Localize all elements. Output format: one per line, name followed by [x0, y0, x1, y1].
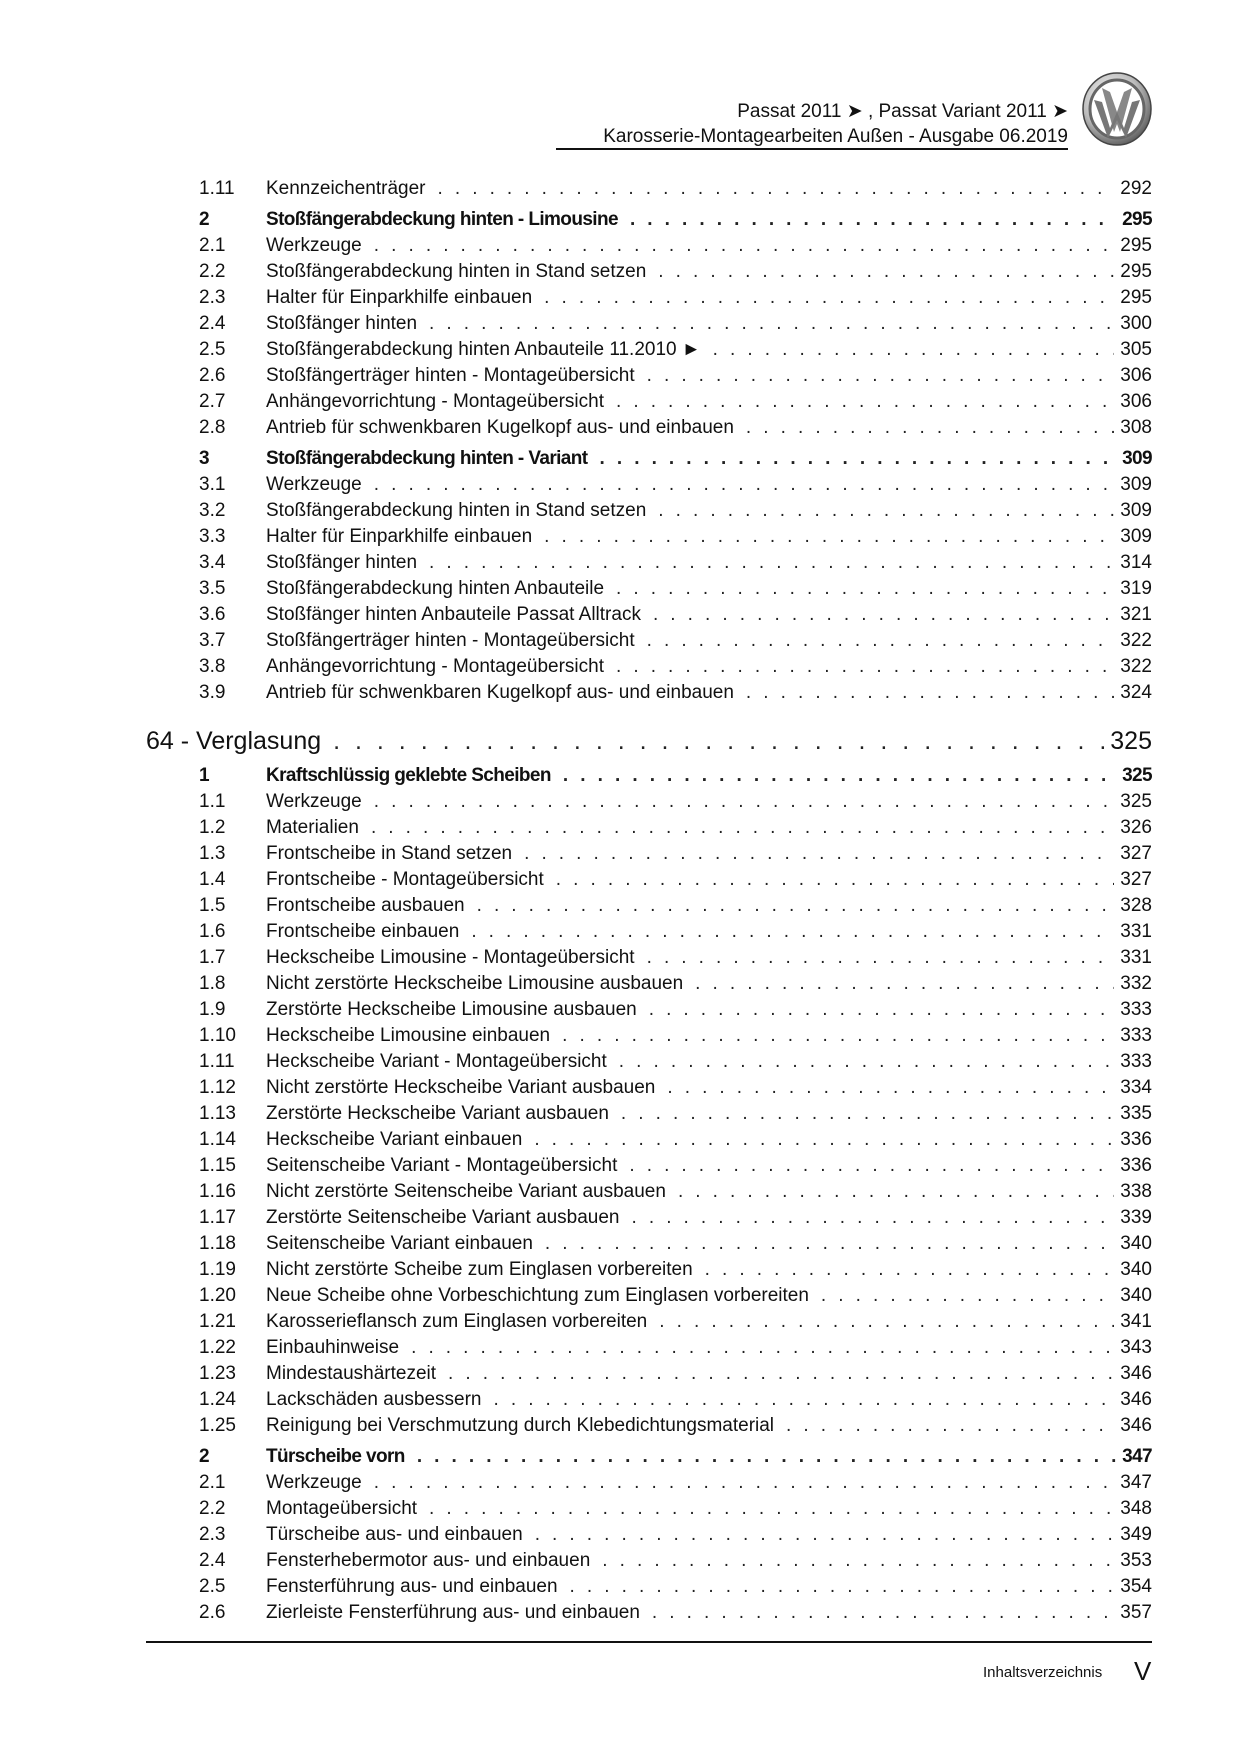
toc-entry[interactable] — [146, 1153, 1152, 1179]
dot-leader — [556, 867, 1115, 893]
dot-leader — [658, 498, 1114, 524]
toc-entry-number: 1.19 — [199, 1259, 236, 1280]
dot-leader — [619, 1049, 1115, 1075]
toc-entry[interactable] — [146, 1231, 1152, 1257]
toc-entry[interactable] — [146, 997, 1152, 1023]
toc-entry-title: Nicht zerstörte Scheibe zum Einglasen vorbereiten — [266, 1259, 693, 1280]
dot-leader — [333, 724, 1104, 758]
toc-entry[interactable] — [146, 1075, 1152, 1101]
toc-entry-number: 1 — [199, 765, 209, 786]
toc-entry-number: 1.7 — [199, 947, 226, 968]
toc-entry-page: 322 — [1120, 656, 1152, 677]
toc-entry-title: Werkzeuge — [266, 791, 362, 812]
toc-entry-number: 1.15 — [199, 1155, 236, 1176]
toc-entry[interactable] — [146, 233, 1152, 259]
toc-entry[interactable] — [146, 1496, 1152, 1522]
toc-entry[interactable] — [146, 680, 1152, 706]
toc-entry[interactable] — [146, 1470, 1152, 1496]
toc-entry[interactable] — [146, 285, 1152, 311]
toc-entry-number: 1.11 — [199, 1051, 235, 1072]
dot-leader — [534, 1127, 1114, 1153]
toc-entry-number: 3.1 — [199, 474, 226, 495]
toc-entry-page: 334 — [1120, 1077, 1152, 1098]
dot-leader — [429, 550, 1114, 576]
toc-entry-title: Nicht zerstörte Heckscheibe Limousine ausbauen — [266, 973, 684, 994]
toc-entry-number: 3.5 — [199, 578, 226, 599]
toc-entry-number: 1.21 — [199, 1311, 236, 1332]
toc-entry[interactable] — [146, 472, 1152, 498]
dot-leader — [647, 945, 1115, 971]
toc-entry-page: 354 — [1120, 1576, 1152, 1597]
toc-entry-title: Neue Scheibe ohne Vorbeschichtung zum Einglasen vorbereiten — [266, 1285, 809, 1306]
toc-entry-page: 346 — [1120, 1415, 1152, 1436]
toc-entry-number: 2.2 — [199, 261, 226, 282]
dot-leader — [659, 1309, 1114, 1335]
dot-leader — [429, 1496, 1114, 1522]
toc-entry-title: Frontscheibe in Stand setzen — [266, 843, 513, 864]
toc-entry-page: 331 — [1120, 921, 1152, 942]
toc-entry[interactable] — [146, 789, 1152, 815]
toc-entry[interactable] — [146, 919, 1152, 945]
dot-leader — [616, 654, 1114, 680]
toc-entry-number: 2.6 — [199, 365, 226, 386]
toc-entry-title: Fensterhebermotor aus- und einbauen — [266, 1550, 591, 1571]
header-vehicle-line: Passat 2011 ➤ , Passat Variant 2011 ➤ — [737, 101, 1068, 122]
toc-entry-page: 309 — [1120, 474, 1152, 495]
toc-entry[interactable] — [146, 1548, 1152, 1574]
toc-entry-page: 321 — [1120, 604, 1152, 625]
toc-entry[interactable] — [146, 1387, 1152, 1413]
toc-entry[interactable] — [146, 654, 1152, 680]
toc-entry[interactable] — [146, 1574, 1152, 1600]
toc-entry-page: 340 — [1120, 1233, 1152, 1254]
toc-entry[interactable] — [146, 1049, 1152, 1075]
toc-entry-page: 322 — [1120, 630, 1152, 651]
header-divider — [556, 148, 1068, 150]
toc-section[interactable] — [146, 446, 1152, 472]
toc-entry-title: Mindestaushärtezeit — [266, 1363, 437, 1384]
toc-entry-page: 309 — [1120, 500, 1152, 521]
toc-entry-number: 2.5 — [199, 1576, 226, 1597]
toc-entry-page: 295 — [1120, 235, 1152, 256]
toc-entry-title: Stoßfänger hinten Anbauteile Passat Alltrack — [266, 604, 641, 625]
dot-leader — [630, 207, 1116, 233]
toc-entry-number: 2.4 — [199, 1550, 226, 1571]
toc-entry-number: 1.17 — [199, 1207, 236, 1228]
toc-entry-number: 2.3 — [199, 287, 226, 308]
toc-entry-page: 338 — [1120, 1181, 1152, 1202]
toc-entry-number: 2.7 — [199, 391, 226, 412]
toc-entry-page: 326 — [1120, 817, 1152, 838]
dot-leader — [417, 1444, 1116, 1470]
toc-entry[interactable] — [146, 576, 1152, 602]
toc-entry-number: 1.18 — [199, 1233, 236, 1254]
toc-entry-page: 305 — [1120, 339, 1152, 360]
toc-entry[interactable] — [146, 1522, 1152, 1548]
dot-leader — [477, 893, 1115, 919]
toc-entry-page: 314 — [1120, 552, 1152, 573]
dot-leader — [695, 971, 1114, 997]
toc-entry-number: 3.9 — [199, 682, 226, 703]
toc-entry-page: 347 — [1120, 1472, 1152, 1493]
dot-leader — [545, 1231, 1114, 1257]
toc-entry-number: 1.6 — [199, 921, 226, 942]
toc-entry-number: 3.4 — [199, 552, 226, 573]
toc-section[interactable] — [146, 763, 1152, 789]
toc-entry[interactable] — [146, 1205, 1152, 1231]
toc-entry-number: 1.3 — [199, 843, 226, 864]
dot-leader — [524, 841, 1114, 867]
toc-entry[interactable] — [146, 815, 1152, 841]
toc-entry-title: Einbauhinweise — [266, 1337, 400, 1358]
toc-entry-page: 332 — [1120, 973, 1152, 994]
toc-entry-page: 309 — [1122, 448, 1152, 469]
toc-entry-title: Seitenscheibe Variant - Montageübersicht — [266, 1155, 618, 1176]
toc-entry-title: Stoßfänger hinten — [266, 313, 418, 334]
toc-entry-number: 3 — [199, 448, 209, 469]
toc-entry-number: 1.20 — [199, 1285, 236, 1306]
toc-entry-title: Heckscheibe Limousine einbauen — [266, 1025, 551, 1046]
toc-section[interactable] — [146, 207, 1152, 233]
toc-entry-title: Frontscheibe ausbauen — [266, 895, 465, 916]
dot-leader — [544, 524, 1114, 550]
toc-entry[interactable] — [146, 550, 1152, 576]
footer-page-number: V — [1134, 1656, 1152, 1686]
toc-entry[interactable] — [146, 945, 1152, 971]
toc-entry-number: 1.22 — [199, 1337, 236, 1358]
dot-leader — [544, 285, 1114, 311]
toc-entry-page: 292 — [1120, 178, 1152, 199]
toc-entry[interactable] — [146, 1179, 1152, 1205]
toc-entry[interactable] — [146, 602, 1152, 628]
toc-entry-title: Zerstörte Seitenscheibe Variant ausbauen — [266, 1207, 620, 1228]
toc-entry-page: 336 — [1120, 1155, 1152, 1176]
toc-entry-title: Stoßfängerabdeckung hinten in Stand setzen — [266, 500, 647, 521]
toc-entry-title: 64 - Verglasung — [146, 727, 322, 755]
toc-entry-title: Frontscheibe - Montageübersicht — [266, 869, 544, 890]
toc-entry[interactable] — [146, 415, 1152, 441]
toc-entry-title: Türscheibe aus- und einbauen — [266, 1524, 523, 1545]
toc-entry-page: 348 — [1120, 1498, 1152, 1519]
toc-entry-title: Reinigung bei Verschmutzung durch Klebedichtungsmaterial — [266, 1415, 775, 1436]
toc-entry-page: 309 — [1120, 526, 1152, 547]
toc-entry[interactable] — [146, 867, 1152, 893]
toc-entry-title: Karosserieflansch zum Einglasen vorbereiten — [266, 1311, 648, 1332]
dot-leader — [371, 815, 1114, 841]
toc-entry-page: 319 — [1120, 578, 1152, 599]
toc-entry-page: 324 — [1120, 682, 1152, 703]
toc-entry-title: Kennzeichenträger — [266, 178, 426, 199]
toc-entry-page: 306 — [1120, 365, 1152, 386]
toc-entry[interactable] — [146, 1335, 1152, 1361]
toc-entry-page: 327 — [1120, 843, 1152, 864]
toc-entry-page: 333 — [1120, 1025, 1152, 1046]
toc-entry-page: 346 — [1120, 1363, 1152, 1384]
toc-entry-title: Heckscheibe Variant einbauen — [266, 1129, 523, 1150]
toc-entry[interactable] — [146, 498, 1152, 524]
toc-entry[interactable] — [146, 259, 1152, 285]
dot-leader — [713, 337, 1115, 363]
toc-entry[interactable] — [146, 1413, 1152, 1439]
toc-entry-number: 3.8 — [199, 656, 226, 677]
toc-entry-title: Halter für Einparkhilfe einbauen — [266, 526, 533, 547]
toc-entry-title: Materialien — [266, 817, 359, 838]
toc-entry-page: 346 — [1120, 1389, 1152, 1410]
toc-entry-page: 325 — [1110, 727, 1152, 755]
toc-entry-number: 1.25 — [199, 1415, 236, 1436]
toc-entry-page: 341 — [1120, 1311, 1152, 1332]
toc-entry-page: 300 — [1120, 313, 1152, 334]
toc-entry-title: Werkzeuge — [266, 235, 362, 256]
toc-entry-title: Werkzeuge — [266, 474, 362, 495]
toc-entry-number: 2.1 — [199, 1472, 226, 1493]
toc-entry-number: 1.1 — [199, 791, 226, 812]
toc-entry-title: Montageübersicht — [266, 1498, 418, 1519]
toc-entry-page: 340 — [1120, 1259, 1152, 1280]
toc-entry-page: 336 — [1120, 1129, 1152, 1150]
toc-entry-number: 1.16 — [199, 1181, 236, 1202]
toc-entry-title: Nicht zerstörte Heckscheibe Variant ausbauen — [266, 1077, 656, 1098]
dot-leader — [647, 628, 1115, 654]
dot-leader — [570, 1574, 1115, 1600]
dot-leader — [471, 919, 1114, 945]
toc-entry-page: 357 — [1120, 1602, 1152, 1623]
toc-entry-title: Zerstörte Heckscheibe Limousine ausbauen — [266, 999, 637, 1020]
dot-leader — [448, 1361, 1114, 1387]
toc-entry-page: 347 — [1122, 1446, 1152, 1467]
toc-entry-title: Stoßfängerabdeckung hinten - Limousine — [266, 209, 618, 230]
dot-leader — [438, 176, 1115, 202]
toc-entry[interactable] — [146, 1101, 1152, 1127]
dot-leader — [746, 415, 1114, 441]
toc-entry-number: 2.5 — [199, 339, 226, 360]
toc-entry-page: 333 — [1120, 999, 1152, 1020]
toc-entry-title: Zierleiste Fensterführung aus- und einbauen — [266, 1602, 640, 1623]
toc-entry-number: 1.11 — [199, 178, 235, 199]
toc-entry-title: Stoßfängerträger hinten - Montageübersicht — [266, 630, 635, 651]
toc-entry-title: Stoßfängerträger hinten - Montageübersicht — [266, 365, 635, 386]
toc-entry-number: 3.7 — [199, 630, 226, 651]
dot-leader — [563, 763, 1116, 789]
toc-entry-number: 2.1 — [199, 235, 226, 256]
toc-entry-number: 2 — [199, 209, 209, 230]
footer-label: Inhaltsverzeichnis — [983, 1664, 1103, 1681]
toc-entry-number: 2.6 — [199, 1602, 226, 1623]
dot-leader — [652, 1600, 1114, 1626]
toc-entry-number: 1.9 — [199, 999, 226, 1020]
toc-entry-page: 327 — [1120, 869, 1152, 890]
toc-entry-page: 333 — [1120, 1051, 1152, 1072]
dot-leader — [374, 233, 1115, 259]
toc-entry-number: 1.14 — [199, 1129, 236, 1150]
toc-entry-number: 1.10 — [199, 1025, 236, 1046]
dot-leader — [616, 389, 1114, 415]
toc-entry-page: 325 — [1120, 791, 1152, 812]
toc-entry[interactable] — [146, 1127, 1152, 1153]
toc-entry-page: 353 — [1120, 1550, 1152, 1571]
toc-entry[interactable] — [146, 1309, 1152, 1335]
toc-entry[interactable] — [146, 311, 1152, 337]
toc-entry-page: 325 — [1122, 765, 1152, 786]
footer-divider — [146, 1641, 1152, 1643]
toc-entry-number: 3.6 — [199, 604, 226, 625]
toc-entry-number: 1.4 — [199, 869, 226, 890]
dot-leader — [535, 1522, 1115, 1548]
dot-leader — [658, 259, 1114, 285]
toc-entry-number: 1.8 — [199, 973, 226, 994]
dot-leader — [621, 1101, 1114, 1127]
dot-leader — [821, 1283, 1114, 1309]
toc-entry-number: 1.23 — [199, 1363, 236, 1384]
toc-entry[interactable] — [146, 628, 1152, 654]
toc-entry[interactable] — [146, 337, 1152, 363]
toc-entry-number: 1.2 — [199, 817, 226, 838]
toc-entry-page: 308 — [1120, 417, 1152, 438]
toc-entry-page: 335 — [1120, 1103, 1152, 1124]
toc-entry-title: Werkzeuge — [266, 1472, 362, 1493]
dot-leader — [653, 602, 1114, 628]
toc-entry-page: 306 — [1120, 391, 1152, 412]
toc-entry-page: 343 — [1120, 1337, 1152, 1358]
dot-leader — [631, 1205, 1114, 1231]
toc-entry-title: Heckscheibe Variant - Montageübersicht — [266, 1051, 607, 1072]
toc-entry[interactable] — [146, 1257, 1152, 1283]
toc-entry-number: 2 — [199, 1446, 209, 1467]
toc-entry-number: 2.8 — [199, 417, 226, 438]
dot-leader — [649, 997, 1115, 1023]
toc-entry-title: Stoßfängerabdeckung hinten Anbauteile — [266, 578, 605, 599]
toc-entry-title: Anhängevorrichtung - Montageübersicht — [266, 391, 604, 412]
toc-entry-number: 2.4 — [199, 313, 226, 334]
toc-entry-title: Frontscheibe einbauen — [266, 921, 460, 942]
toc-entry-title: Seitenscheibe Variant einbauen — [266, 1233, 533, 1254]
dot-leader — [616, 576, 1114, 602]
dot-leader — [746, 680, 1114, 706]
toc-entry[interactable] — [146, 1361, 1152, 1387]
toc-chapter[interactable] — [146, 724, 1152, 758]
dot-leader — [374, 472, 1115, 498]
dot-leader — [374, 789, 1115, 815]
toc-entry-page: 331 — [1120, 947, 1152, 968]
toc-entry[interactable] — [146, 971, 1152, 997]
toc-entry-title: Fensterführung aus- und einbauen — [266, 1576, 558, 1597]
dot-leader — [411, 1335, 1114, 1361]
toc-entry[interactable] — [146, 1283, 1152, 1309]
toc-entry-title: Nicht zerstörte Seitenscheibe Variant ausbauen — [266, 1181, 666, 1202]
dot-leader — [600, 446, 1117, 472]
toc-entry-number: 1.13 — [199, 1103, 236, 1124]
dot-leader — [562, 1023, 1114, 1049]
dot-leader — [667, 1075, 1114, 1101]
toc-entry-number: 1.12 — [199, 1077, 236, 1098]
toc-entry[interactable] — [146, 363, 1152, 389]
dot-leader — [374, 1470, 1115, 1496]
toc-entry-title: Türscheibe vorn — [266, 1446, 405, 1467]
toc-entry[interactable] — [146, 841, 1152, 867]
toc-entry-number: 2.3 — [199, 1524, 226, 1545]
toc-entry[interactable] — [146, 524, 1152, 550]
toc-entry-page: 295 — [1120, 261, 1152, 282]
toc-entry-title: Kraftschlüssig geklebte Scheiben — [266, 765, 551, 786]
toc-entry[interactable] — [146, 389, 1152, 415]
toc-entry-page: 295 — [1122, 209, 1152, 230]
toc-entry-title: Anhängevorrichtung - Montageübersicht — [266, 656, 604, 677]
toc-section[interactable] — [146, 1444, 1152, 1470]
toc-entry-title: Stoßfänger hinten — [266, 552, 418, 573]
vw-logo-icon — [1082, 72, 1152, 146]
toc-entry-title: Stoßfängerabdeckung hinten in Stand setzen — [266, 261, 647, 282]
toc-entry-number: 2.2 — [199, 1498, 226, 1519]
toc-entry-title: Heckscheibe Limousine - Montageübersicht — [266, 947, 635, 968]
toc-entry-title: Antrieb für schwenkbaren Kugelkopf aus- und einbauen — [266, 417, 734, 438]
toc-entry[interactable] — [146, 1600, 1152, 1626]
toc-entry[interactable] — [146, 893, 1152, 919]
toc-entry-title: Zerstörte Heckscheibe Variant ausbauen — [266, 1103, 609, 1124]
toc-entry-number: 1.24 — [199, 1389, 236, 1410]
dot-leader — [705, 1257, 1115, 1283]
toc-entry[interactable] — [146, 176, 1152, 202]
dot-leader — [786, 1413, 1114, 1439]
table-of-contents — [146, 176, 1152, 1626]
toc-entry-page: 339 — [1120, 1207, 1152, 1228]
toc-entry-title: Stoßfängerabdeckung hinten - Variant — [266, 448, 588, 469]
toc-entry-title: Stoßfängerabdeckung hinten Anbauteile 11.2010 ► — [266, 339, 701, 360]
dot-leader — [602, 1548, 1114, 1574]
dot-leader — [629, 1153, 1114, 1179]
toc-entry-title: Halter für Einparkhilfe einbauen — [266, 287, 533, 308]
toc-entry[interactable] — [146, 1023, 1152, 1049]
toc-entry-page: 340 — [1120, 1285, 1152, 1306]
toc-entry-number: 3.3 — [199, 526, 226, 547]
dot-leader — [493, 1387, 1114, 1413]
toc-entry-page: 295 — [1120, 287, 1152, 308]
toc-entry-page: 328 — [1120, 895, 1152, 916]
header-manual-title: Karosserie-Montagearbeiten Außen - Ausgabe 06.2019 — [603, 126, 1068, 147]
dot-leader — [429, 311, 1114, 337]
dot-leader — [678, 1179, 1114, 1205]
toc-entry-number: 3.2 — [199, 500, 226, 521]
toc-entry-number: 1.5 — [199, 895, 226, 916]
toc-entry-page: 349 — [1120, 1524, 1152, 1545]
dot-leader — [647, 363, 1115, 389]
toc-entry-title: Antrieb für schwenkbaren Kugelkopf aus- und einbauen — [266, 682, 734, 703]
toc-entry-title: Lackschäden ausbessern — [266, 1389, 482, 1410]
